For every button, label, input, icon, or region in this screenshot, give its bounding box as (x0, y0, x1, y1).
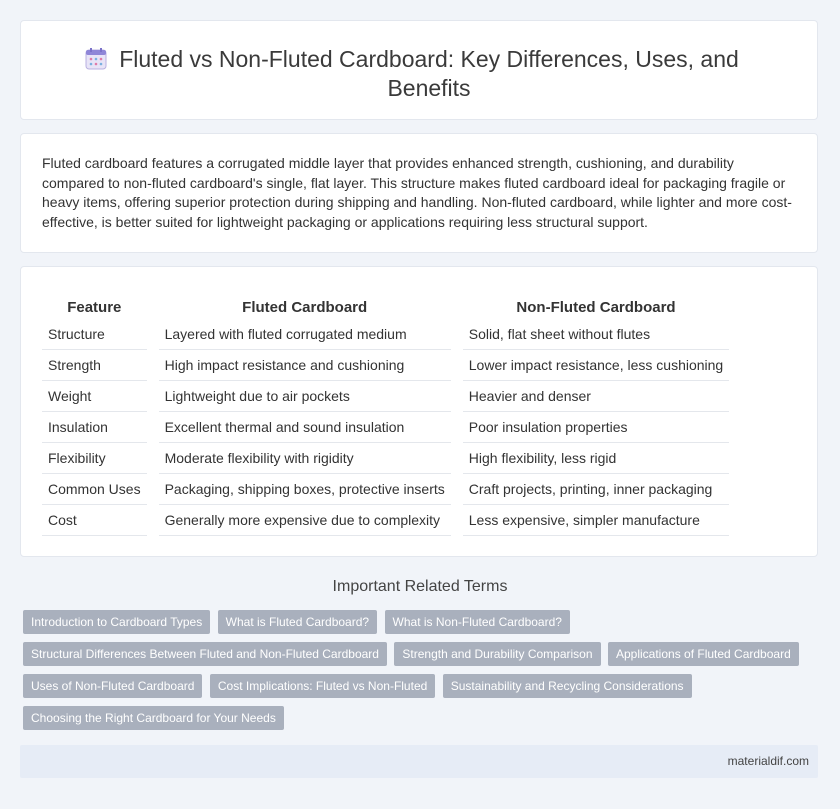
non-fluted-cell: Heavier and denser (463, 381, 729, 412)
table-row (42, 381, 729, 412)
header-feature: Feature (67, 299, 122, 316)
related-tag[interactable]: Applications of Fluted Cardboard (608, 642, 799, 666)
fluted-cell: Excellent thermal and sound insulation (159, 412, 451, 443)
non-fluted-cell: Solid, flat sheet without flutes (463, 319, 729, 350)
table-row (42, 474, 729, 505)
table-row (42, 443, 729, 474)
non-fluted-cell: High flexibility, less rigid (463, 443, 729, 474)
fluted-cell: Generally more expensive due to complexity (159, 505, 451, 536)
header-fluted: Fluted Cardboard (242, 299, 368, 316)
feature-cell: Insulation (42, 412, 147, 443)
feature-cell: Structure (42, 319, 147, 350)
fluted-cell: Layered with fluted corrugated medium (159, 319, 451, 350)
related-tag[interactable]: Structural Differences Between Fluted and Non-Fluted Cardboard (23, 642, 387, 666)
fluted-cell: Packaging, shipping boxes, protective inserts (159, 474, 451, 505)
feature-cell: Flexibility (42, 443, 147, 474)
table-row (42, 319, 729, 350)
non-fluted-cell: Less expensive, simpler manufacture (463, 505, 729, 536)
footer (20, 745, 818, 778)
related-tag[interactable]: What is Non-Fluted Cardboard? (385, 610, 570, 634)
fluted-cell: Lightweight due to air pockets (159, 381, 451, 412)
related-tag[interactable]: Cost Implications: Fluted vs Non-Fluted (210, 674, 435, 698)
related-terms-list (23, 610, 803, 738)
footer-site-link[interactable]: materialdif.com (727, 754, 809, 768)
feature-cell: Cost (42, 505, 147, 536)
fluted-cell: Moderate flexibility with rigidity (159, 443, 451, 474)
table-row (42, 412, 729, 443)
related-tag[interactable]: Strength and Durability Comparison (394, 642, 600, 666)
page-title: Fluted vs Non-Fluted Cardboard: Key Differences, Uses, and Benefits (119, 46, 739, 101)
feature-cell: Common Uses (42, 474, 147, 505)
comparison-table (42, 295, 729, 536)
non-fluted-cell: Lower impact resistance, less cushioning (463, 350, 729, 381)
related-terms-title: Important Related Terms (332, 578, 508, 595)
related-tag[interactable]: Choosing the Right Cardboard for Your Needs (23, 706, 284, 730)
feature-cell: Weight (42, 381, 147, 412)
related-tag[interactable]: Uses of Non-Fluted Cardboard (23, 674, 202, 698)
comparison-card (20, 266, 818, 557)
table-row (42, 350, 729, 381)
non-fluted-cell: Craft projects, printing, inner packaging (463, 474, 729, 505)
table-header-row (42, 295, 729, 319)
related-tag[interactable]: Sustainability and Recycling Considerations (443, 674, 692, 698)
related-tag[interactable]: Introduction to Cardboard Types (23, 610, 210, 634)
related-tag[interactable]: What is Fluted Cardboard? (218, 610, 377, 634)
header-non-fluted: Non-Fluted Cardboard (516, 299, 676, 316)
non-fluted-cell: Poor insulation properties (463, 412, 729, 443)
fluted-cell: High impact resistance and cushioning (159, 350, 451, 381)
table-row (42, 505, 729, 536)
intro-paragraph: Fluted cardboard features a corrugated middle layer that provides enhanced strength, cushioning, and durability compared to non-fluted cardboard's single, flat layer. This structure makes fluted cardboard ideal for packaging fragile or heavy items, offering superior protection during shipping and handling. Non-fluted cardboard, while lighter and more cost-effective, is better suited for lightweight packaging or applications requiring less structural support. (42, 155, 792, 230)
header-card (20, 20, 818, 120)
intro-card (20, 133, 818, 253)
feature-cell: Strength (42, 350, 147, 381)
